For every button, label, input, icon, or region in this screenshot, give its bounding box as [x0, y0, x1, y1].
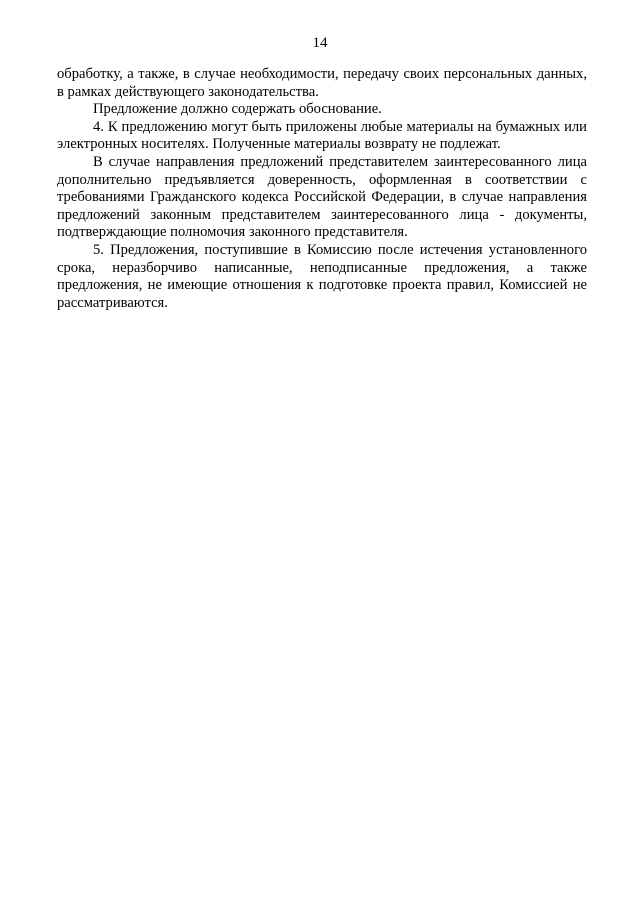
- body-text: [57, 66, 587, 312]
- paragraph-item-4: 4. К предложению могут быть приложены любые материалы на бумажных или электронных носителях. Полученные материалы возврату не подлежат.: [57, 118, 587, 153]
- paragraph-justification: Предложение должно содержать обоснование.: [93, 101, 382, 118]
- paragraph-continuation: обработку, а также, в случае необходимости, передачу своих персональных данных, в рамках действующего законодательства.: [57, 66, 587, 100]
- page-number: 14: [312, 35, 328, 51]
- paragraph-item-5: 5. Предложения, поступившие в Комиссию после истечения установленного срока, неразборчиво написанные, неподписанные предложения, а также предложения, не имеющие отношения к подготовке проекта правил, Комиссией не рассматриваются.: [57, 241, 587, 311]
- paragraph-representative: В случае направления предложений представителем заинтересованного лица дополнительно предъявляется доверенность, оформленная в соответствии с требованиями Гражданского кодекса Российской Федерации, в случае направления предложений законным представителем заинтересованного лица - документы, подтверждающие полномочия законного представителя.: [57, 153, 587, 241]
